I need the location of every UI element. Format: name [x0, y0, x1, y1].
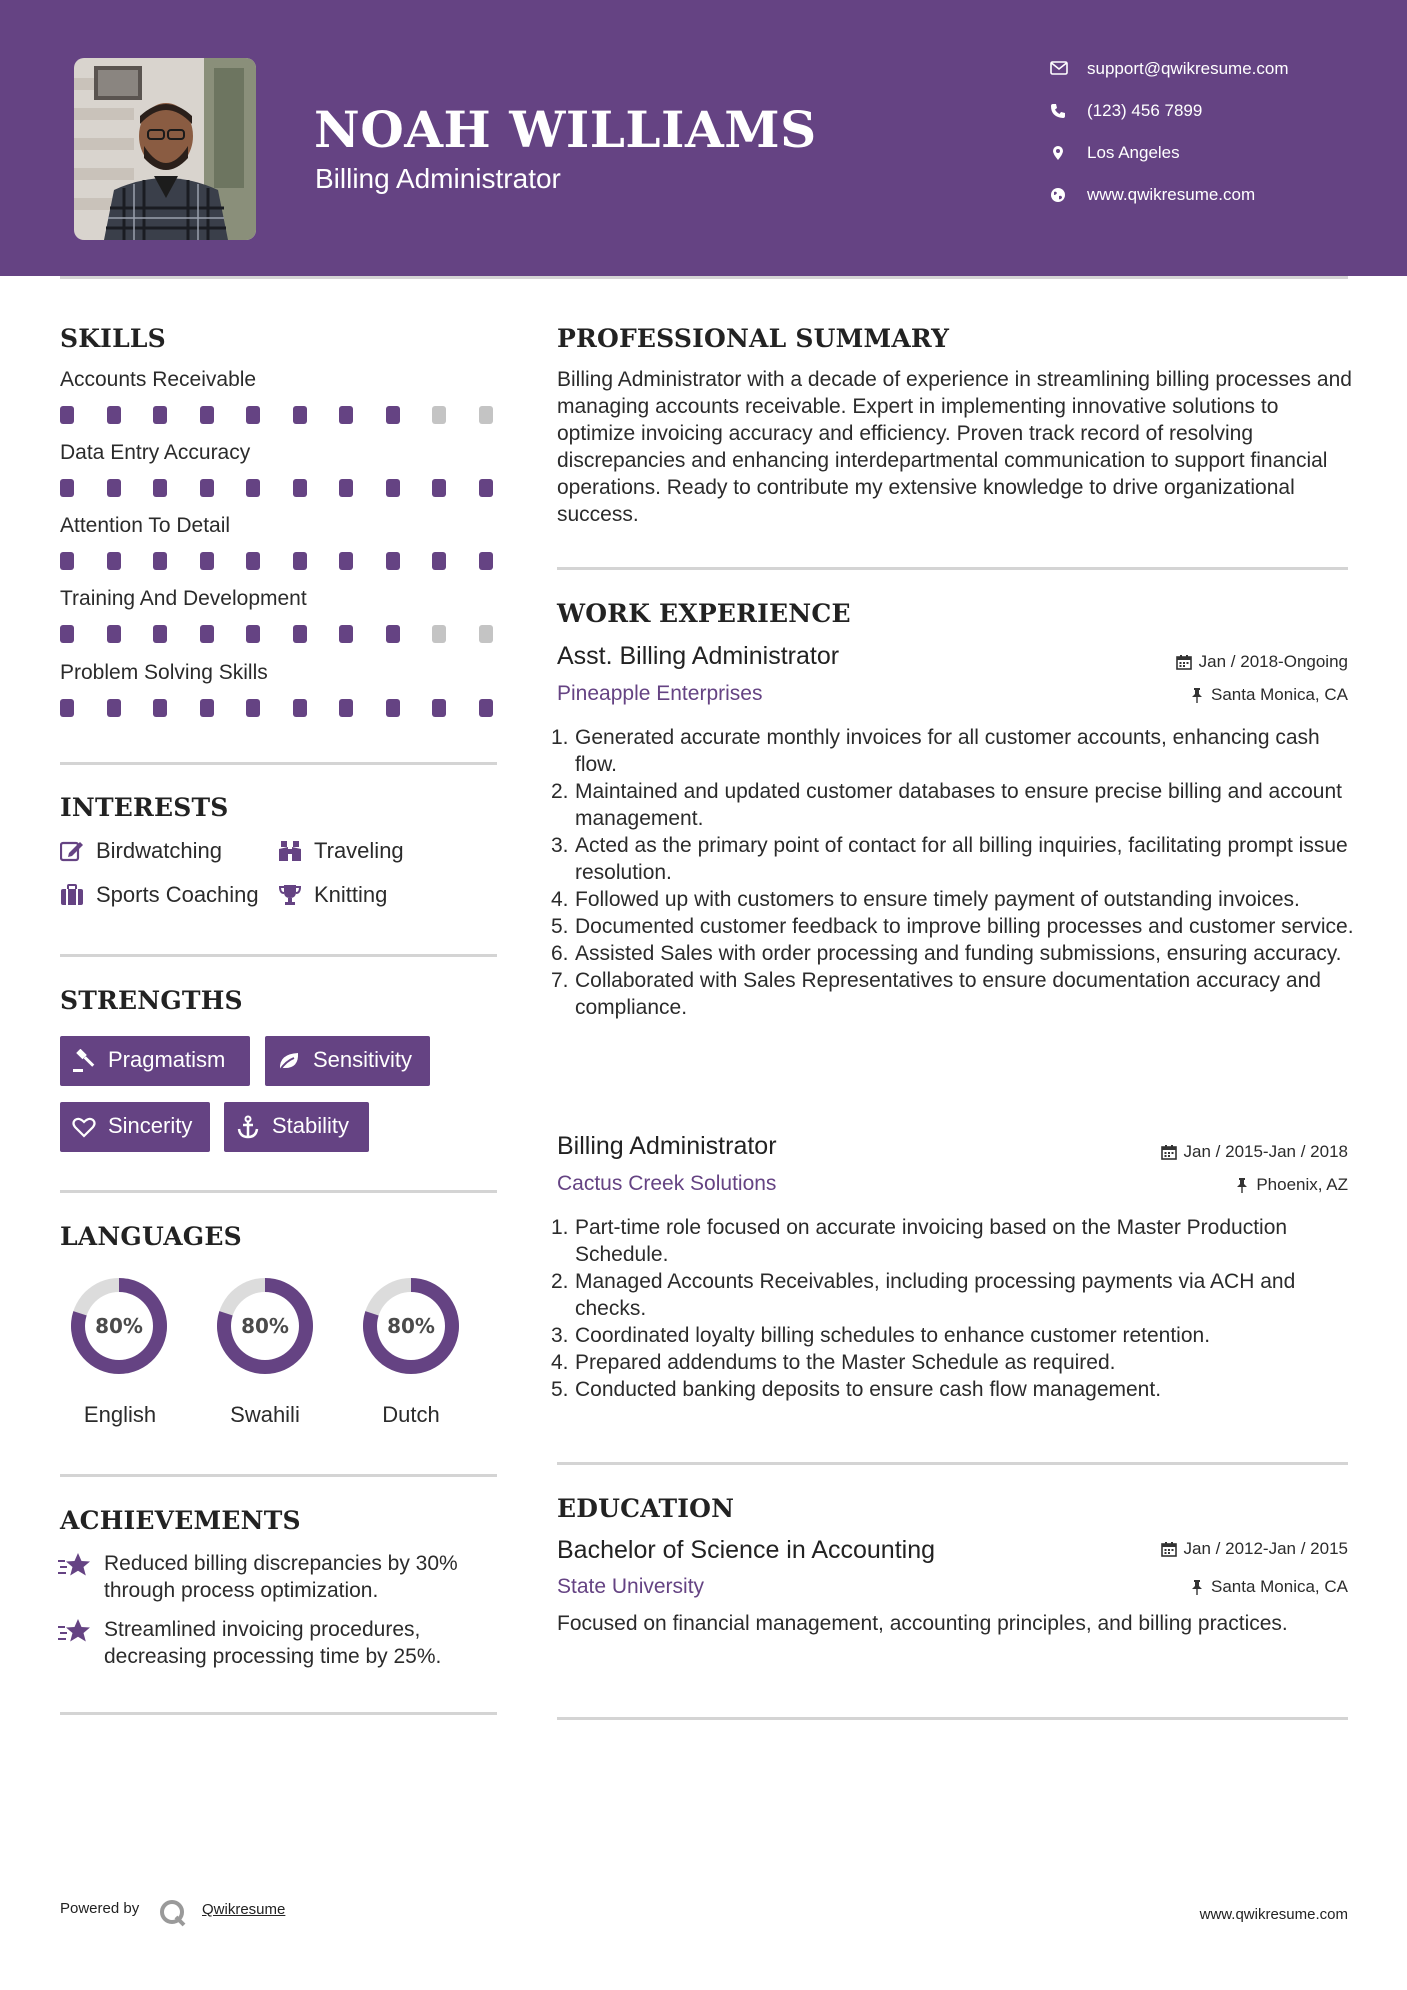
job-location: Santa Monica, CA — [1190, 685, 1348, 705]
contact-email — [1050, 56, 1390, 98]
resume-header — [0, 0, 1407, 276]
skill-dot-filled — [107, 625, 121, 643]
skills-title: SKILLS — [60, 324, 166, 353]
language-name: Swahili — [230, 1402, 300, 1427]
skill-name: Attention To Detail — [60, 514, 231, 537]
contact-location-text: Los Angeles — [1087, 143, 1180, 162]
summary-divider — [557, 567, 1348, 570]
skill-dot-filled — [246, 699, 260, 717]
job-responsibilities — [551, 1214, 1361, 1403]
skill-dot-filled — [153, 479, 167, 497]
qwikresume-logo-icon — [158, 1898, 188, 1928]
skills-divider — [60, 762, 497, 765]
skill-dot-filled — [386, 406, 400, 424]
contact-phone — [1050, 98, 1390, 140]
skill-dot-empty — [432, 406, 446, 424]
job-dates: Jan / 2015-Jan / 2018 — [1161, 1142, 1348, 1162]
achievement-text: Reduced billing discrepancies by 30% through process optimization. — [104, 1552, 458, 1602]
skill-dot-filled — [60, 479, 74, 497]
skill-dot-filled — [246, 479, 260, 497]
skill-dot-filled — [246, 625, 260, 643]
skill-dot-filled — [293, 552, 307, 570]
phone-icon — [1050, 103, 1066, 119]
heart-icon — [72, 1115, 96, 1139]
skill-dot-filled — [479, 552, 493, 570]
calendar-icon — [1176, 654, 1192, 670]
skill-name: Problem Solving Skills — [60, 661, 268, 684]
language-percent: 80% — [95, 1314, 143, 1338]
achievements-title: ACHIEVEMENTS — [60, 1506, 301, 1535]
skill-dot-filled — [432, 479, 446, 497]
education-divider — [557, 1717, 1348, 1720]
anchor-icon — [236, 1115, 260, 1139]
skill-dot-filled — [200, 406, 214, 424]
skill-dot-filled — [153, 625, 167, 643]
language-name: English — [83, 1402, 157, 1427]
job-dates: Jan / 2018-Ongoing — [1176, 652, 1348, 672]
skill-dot-filled — [107, 406, 121, 424]
skill-name: Accounts Receivable — [60, 368, 257, 391]
strengths-title: STRENGTHS — [60, 986, 243, 1015]
skill-dot-filled — [386, 552, 400, 570]
gavel-icon — [72, 1049, 96, 1073]
list-item: 4. Followed up with customers to ensure timely payment of outstanding invoices. — [551, 888, 1300, 911]
star-icon — [58, 1618, 92, 1646]
list-item: 3. Acted as the primary point of contact for all billing inquiries, facilitating prompt issue resolution. — [551, 834, 1348, 884]
skill-dot-filled — [60, 552, 74, 570]
list-item: 4. Prepared addendums to the Master Schedule as required. — [551, 1351, 1116, 1374]
job-company: Pineapple Enterprises — [557, 682, 763, 705]
skill-dot-filled — [153, 406, 167, 424]
skill-dot-filled — [246, 552, 260, 570]
globe-icon — [1050, 187, 1066, 203]
list-item: 1. Generated accurate monthly invoices for all customer accounts, enhancing cash flow. — [551, 726, 1320, 776]
job-company: Cactus Creek Solutions — [557, 1172, 777, 1195]
languages-title: LANGUAGES — [60, 1222, 242, 1251]
powered-by-text: Powered by — [60, 1900, 140, 1917]
header-divider — [60, 276, 1348, 279]
job-responsibilities — [551, 724, 1361, 1021]
language-percent: 80% — [241, 1314, 289, 1338]
skill-dot-filled — [339, 699, 353, 717]
list-item: 7. Collaborated with Sales Representatives to ensure documentation accuracy and compliance. — [551, 969, 1321, 1019]
skill-dot-filled — [200, 625, 214, 643]
education-description: Focused on financial management, accounting principles, and billing practices. — [557, 1612, 1288, 1635]
profile-photo — [74, 58, 256, 240]
contact-phone-text: (123) 456 7899 — [1087, 101, 1203, 120]
binoculars-icon — [278, 840, 302, 862]
strength-badge: Stability — [224, 1102, 369, 1152]
qwikresume-link[interactable]: Qwikresume — [202, 1901, 286, 1918]
contact-email-text[interactable]: support@qwikresume.com — [1087, 59, 1289, 78]
list-item: 2. Maintained and updated customer databases to ensure precise billing and account management. — [551, 780, 1343, 830]
candidate-name: NOAH WILLIAMS — [314, 100, 817, 159]
skill-dot-filled — [60, 625, 74, 643]
calendar-icon — [1161, 1144, 1177, 1160]
candidate-title: Billing Administrator — [315, 163, 561, 194]
interests-divider — [60, 954, 497, 957]
edit-icon — [60, 840, 84, 862]
skill-dot-filled — [432, 699, 446, 717]
skill-dot-filled — [107, 552, 121, 570]
skill-dot-filled — [339, 625, 353, 643]
education-dates: Jan / 2012-Jan / 2015 — [1161, 1539, 1348, 1559]
skill-dot-filled — [293, 479, 307, 497]
language-name: Dutch — [382, 1402, 440, 1427]
contact-website-text[interactable]: www.qwikresume.com — [1087, 185, 1256, 204]
language-percent: 80% — [387, 1314, 435, 1338]
trophy-icon — [278, 884, 302, 906]
skill-dot-filled — [293, 699, 307, 717]
skill-dot-filled — [339, 552, 353, 570]
skill-dot-filled — [200, 552, 214, 570]
job-location: Phoenix, AZ — [1235, 1175, 1348, 1195]
strengths-divider — [60, 1190, 497, 1193]
pushpin-icon — [1190, 1579, 1204, 1595]
list-item: 5. Documented customer feedback to improve billing processes and customer service. — [551, 915, 1354, 938]
contact-list — [1050, 56, 1390, 224]
briefcase-icon — [60, 884, 84, 906]
skill-dot-filled — [386, 625, 400, 643]
contact-website — [1050, 182, 1390, 224]
achievement-text: Streamlined invoicing procedures, decreasing processing time by 25%. — [104, 1618, 442, 1668]
location-pin-icon — [1050, 145, 1066, 161]
summary-title: PROFESSIONAL SUMMARY — [557, 324, 950, 353]
education-location: Santa Monica, CA — [1190, 1577, 1348, 1597]
job-role: Billing Administrator — [557, 1132, 777, 1160]
experience-title: WORK EXPERIENCE — [557, 599, 851, 628]
calendar-icon — [1161, 1541, 1177, 1557]
skill-dot-filled — [339, 479, 353, 497]
list-item: 5. Conducted banking deposits to ensure cash flow management. — [551, 1378, 1162, 1401]
strength-badge: Sincerity — [60, 1102, 210, 1152]
star-icon — [58, 1552, 92, 1580]
skill-dot-filled — [386, 479, 400, 497]
skill-dot-filled — [246, 406, 260, 424]
education-title: EDUCATION — [557, 1494, 735, 1523]
skill-dot-filled — [60, 699, 74, 717]
leaf-icon — [277, 1049, 301, 1073]
strength-badge: Sensitivity — [265, 1036, 430, 1086]
skill-dot-filled — [479, 699, 493, 717]
skill-dot-filled — [153, 552, 167, 570]
strength-badge: Pragmatism — [60, 1036, 250, 1086]
skill-dot-empty — [479, 406, 493, 424]
skill-dot-filled — [107, 699, 121, 717]
skill-dot-filled — [153, 699, 167, 717]
list-item: 1. Part-time role focused on accurate invoicing based on the Master Production Schedule. — [551, 1216, 1288, 1266]
skill-dot-filled — [107, 479, 121, 497]
skill-dot-filled — [60, 406, 74, 424]
pushpin-icon — [1190, 687, 1204, 703]
languages-divider — [60, 1474, 497, 1477]
list-item: 2. Managed Accounts Receivables, including processing payments via ACH and checks. — [551, 1270, 1296, 1320]
envelope-icon — [1050, 61, 1068, 75]
skill-dot-empty — [479, 625, 493, 643]
language-rings — [50, 1256, 550, 1396]
skill-dot-filled — [293, 406, 307, 424]
skill-name: Data Entry Accuracy — [60, 441, 251, 464]
skill-dot-filled — [479, 479, 493, 497]
education-degree: Bachelor of Science in Accounting — [557, 1536, 936, 1564]
skill-name: Training And Development — [60, 587, 307, 610]
pushpin-icon — [1235, 1177, 1249, 1193]
skill-dot-empty — [432, 625, 446, 643]
skill-dot-filled — [432, 552, 446, 570]
job-role: Asst. Billing Administrator — [557, 642, 840, 670]
skill-dot-filled — [386, 699, 400, 717]
skill-dot-filled — [200, 699, 214, 717]
contact-location — [1050, 140, 1390, 182]
summary-text: Billing Administrator with a decade of experience in streamlining billing processes and managing accounts receivable. Expert in implementing innovative solutions to optimize invoicing accuracy and efficiency. Proven track record of resolving discrepancies and enhancing interdepartmental communication to support financial operations. Ready to contribute my extensive knowledge to drive organizational success. — [557, 368, 1352, 526]
skill-dot-filled — [200, 479, 214, 497]
skill-dot-filled — [293, 625, 307, 643]
interests-title: INTERESTS — [60, 793, 229, 822]
education-school: State University — [557, 1575, 705, 1598]
skill-dot-filled — [339, 406, 353, 424]
experience-divider — [557, 1462, 1348, 1465]
list-item: 6. Assisted Sales with order processing and funding submissions, ensuring accuracy. — [551, 942, 1342, 965]
achievements-divider — [60, 1712, 497, 1715]
list-item: 3. Coordinated loyalty billing schedules to enhance customer retention. — [551, 1324, 1211, 1347]
footer-website[interactable]: www.qwikresume.com — [1199, 1906, 1348, 1923]
